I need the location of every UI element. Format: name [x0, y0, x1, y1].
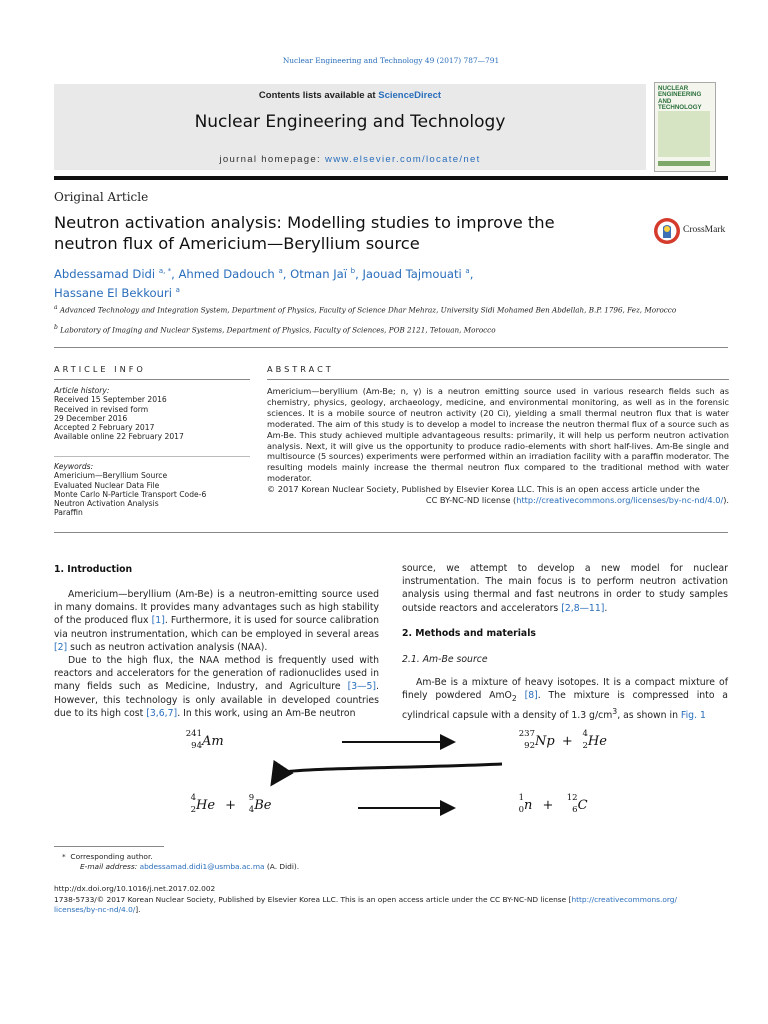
atomic-number: 6: [572, 805, 578, 815]
author-link[interactable]: Ahmed Dadouch: [178, 266, 275, 281]
abstract-text: [267, 386, 729, 506]
keyword: Paraffin: [54, 508, 83, 518]
license-suffix: ).: [723, 495, 729, 506]
mass-number: 4: [582, 729, 588, 739]
history-item: 29 December 2016: [54, 413, 128, 423]
mass-number: 241: [185, 729, 202, 739]
article-history: [54, 386, 254, 442]
citation-link[interactable]: [3,6,7]: [146, 707, 178, 719]
journal-title: Nuclear Engineering and Technology: [194, 112, 506, 132]
affiliation-mark: b: [54, 324, 58, 331]
element-symbol: He: [587, 734, 607, 749]
keyword: Americium—Beryllium Source: [54, 471, 168, 481]
crossmark-badge[interactable]: [652, 216, 732, 246]
right-column-intro: [402, 562, 728, 615]
author-link[interactable]: Abdessamad Didi: [54, 266, 156, 281]
citation-link[interactable]: [1]: [151, 615, 165, 627]
homepage-link[interactable]: www.elsevier.com/locate/net: [324, 154, 481, 165]
citation-link[interactable]: [8]: [524, 690, 538, 702]
plus-sign: +: [561, 734, 573, 749]
cover-artwork: [658, 111, 710, 157]
history-item: Accepted 2 February 2017: [54, 423, 155, 433]
author-affiliation-mark: b: [350, 267, 356, 275]
methods-text-block: [402, 676, 728, 723]
cover-band: [658, 161, 710, 166]
license-link[interactable]: http://creativecommons.org/licenses/by-nc-nd/4.0/: [516, 495, 724, 506]
issn-text: 1738-5733/© 2017 Korean Nuclear Society, Published by Elsevier Korea LLC. This is an open access article under the CC BY-NC-ND license [: [54, 895, 572, 904]
affiliation-text: Laboratory of Imaging and Nuclear Systems, Department of Physics, Faculty of Sciences, POB 2121, Tetouan, Morocco: [60, 325, 496, 335]
author-affiliation-mark: a: [465, 267, 470, 275]
abstract-heading: ABSTRACT: [267, 364, 334, 374]
mass-number: 237: [518, 729, 535, 739]
abstract-rule: [267, 379, 729, 380]
article-info-rule: [54, 379, 250, 380]
doi-link[interactable]: http://dx.doi.org/10.1016/j.net.2017.02.002: [54, 884, 216, 893]
author-affiliation-mark: a: [278, 267, 283, 275]
reaction-arrows: [54, 726, 728, 826]
author-link[interactable]: Jaouad Tajmouati: [362, 266, 462, 281]
methods-paragraph: [402, 676, 728, 723]
keywords-rule: [54, 456, 250, 457]
element-symbol: Np: [535, 734, 555, 749]
author-list: Abdessamad Didi $^{a, *}$, Ahmed Dadouch $^a$, Otman Jaï $^b$, Jaouad Tajmouati $^a$, Hassane El Bekkouri $^a$: [54, 266, 474, 301]
author-affiliation-mark: a, *: [158, 267, 172, 275]
abstract-copyright: © 2017 Korean Nuclear Society, Published by Elsevier Korea LLC. This is an open access article under the: [267, 484, 700, 495]
abstract-license: [267, 495, 729, 506]
corresponding-label: Corresponding author.: [70, 852, 153, 861]
article-title: Neutron activation analysis: Modelling studies to improve the neutron flux of Americium—Beryllium source: [54, 213, 555, 253]
superscript: 3: [612, 707, 618, 717]
journal-homepage: [54, 154, 646, 165]
keyword: Neutron Activation Analysis: [54, 499, 159, 509]
history-item: Received 15 September 2016: [54, 395, 167, 405]
atomic-number: 0: [518, 805, 524, 815]
abstract-body: Americium—beryllium (Am-Be; n, γ) is a neutron emitting source used in various research fields such as chemistry, physics, geology, archaeology, medicine, and environmental monitoring, as well as in the forensic sciences. It is a mobile source of neutron activity (20 Ci), yielding a small thermal neutron flux that is water moderated. The aim of this study is to develop a model to increase the neutron thermal flux of a source such as Am-Be. This study achieved multiple advantageous results: primarily, it will help us perform neutron activation analysis. Next, it will give us the opportunity to produce radio-elements with short half-lives. Am-Be single and multisource (5 sources) experiments were performed within an irradiation facility with a paraffin moderator. The resulting models mainly increase the thermal neutron flux compared to the traditional method with water moderator.: [267, 386, 729, 484]
author-link[interactable]: Hassane El Bekkouri: [54, 286, 172, 301]
history-label: Article history:: [54, 386, 110, 395]
license-link[interactable]: http://creativecommons.org/: [571, 895, 677, 904]
mass-number: 9: [248, 793, 255, 803]
mass-number: 1: [518, 793, 524, 803]
article-info-heading: ARTICLE INFO: [54, 364, 146, 374]
intro-paragraph: [54, 654, 379, 720]
journal-citation[interactable]: Nuclear Engineering and Technology 49 (2017) 787—791: [282, 56, 500, 65]
mass-number: 12: [566, 793, 578, 803]
atomic-number: 92: [524, 741, 535, 751]
crossmark-label: CrossMark: [683, 225, 726, 235]
keyword: Evaluated Nuclear Data File: [54, 480, 160, 490]
atomic-number: 4: [248, 805, 255, 815]
plus-sign: +: [225, 798, 237, 813]
alpha-transfer-arrow: [272, 764, 502, 784]
corresponding-footnote: [62, 852, 662, 871]
issn-license: [54, 895, 730, 914]
atomic-number: 94: [191, 741, 202, 751]
introduction-heading: 1. Introduction: [54, 564, 133, 575]
element-symbol: Am: [202, 734, 224, 749]
keywords-label: Keywords:: [54, 462, 94, 471]
sciencedirect-link[interactable]: ScienceDirect: [378, 90, 442, 101]
footnote-star: *: [62, 852, 66, 861]
methods-text: , as shown in: [617, 710, 681, 722]
contents-prefix: Contents lists available at: [258, 90, 379, 101]
journal-cover-image: [654, 82, 716, 172]
citation-link[interactable]: [2,8—11]: [561, 602, 605, 614]
abstract-bottom-rule: [54, 532, 728, 533]
homepage-prefix: journal homepage:: [219, 154, 325, 165]
email-label: E-mail address:: [80, 861, 140, 871]
methods-text: . The mixture is compressed into a cylindrical capsule with a density of 1.3 g/cm: [402, 690, 728, 722]
affiliation-text: Advanced Technology and Integration System, Department of Physics, Faculty of Science Dhar Mehraz, University Sidi Mohamed Ben Abdellah, B.P. 1796, Fez, Morocco: [59, 305, 677, 315]
journal-banner: [54, 84, 646, 170]
element-symbol: He: [196, 798, 216, 813]
intro-text: .: [604, 602, 608, 614]
intro-text: such as neutron activation analysis (NAA).: [67, 641, 268, 653]
plus-sign: +: [542, 798, 554, 813]
footnote-rule: [54, 846, 164, 847]
subscript: 2: [511, 694, 517, 704]
intro-text: . However, this technology is only available in developed countries due to its high cost: [54, 681, 379, 719]
intro-text: Americium—beryllium (Am-Be) is a neutron-emitting source used in many domains. It provides many advantages such as high stability of the produced flux: [54, 589, 379, 627]
history-item: Available online 22 February 2017: [54, 432, 184, 442]
affiliation: [54, 323, 734, 335]
license-link[interactable]: licenses/by-nc-nd/4.0/: [54, 904, 136, 914]
intro-text: . In this work, using an Am-Be neutron: [177, 707, 356, 719]
cover-title: NUCLEAR ENGINEERING AND TECHNOLOGY: [658, 85, 702, 112]
intro-text: . Furthermore, it is used for source calibration via neutron instrumentation, which can be employed in several areas: [54, 615, 379, 640]
affiliation-mark: a: [54, 304, 58, 311]
intro-text: source, we attempt to develop a new model for nuclear instrumentation. The main focus is to perform neutron activation analysis using thermal and fast neutrons in order to study samples outside reactors and accelerators: [402, 563, 728, 614]
mass-number: 4: [190, 793, 196, 803]
citation-link[interactable]: [2]: [54, 641, 68, 653]
methods-heading: 2. Methods and materials: [402, 628, 536, 639]
figure-link[interactable]: Fig. 1: [680, 710, 706, 722]
issn-suffix: ].: [135, 904, 141, 914]
keywords-block: [54, 462, 254, 518]
reaction-diagram: [54, 726, 728, 826]
keyword: Monte Carlo N-Particle Transport Code-6: [54, 489, 207, 499]
email-link[interactable]: abdessamad.didi1@usmba.ac.ma: [139, 861, 265, 871]
citation-link[interactable]: [3—5]: [347, 681, 377, 693]
atomic-number: 2: [190, 805, 196, 815]
subsection-heading: 2.1. Am-Be source: [402, 654, 488, 665]
intro-text: Due to the high flux, the NAA method is frequently used with reactors and accelerators for the generation of radionuclides used in many fields such as Medicine, Industry, and Agriculture: [54, 655, 379, 693]
section-divider: [54, 347, 728, 348]
affiliation: [54, 303, 734, 315]
methods-text: Am-Be is a mixture of heavy isotopes. It is a compact mixture of finely powdered AmO: [402, 677, 728, 702]
email-suffix: (A. Didi).: [264, 861, 300, 871]
element-symbol: C: [577, 798, 588, 813]
atomic-number: 2: [582, 741, 588, 751]
author-affiliation-mark: a: [175, 286, 180, 295]
author-link[interactable]: Otman Jaï: [290, 266, 347, 281]
element-symbol: Be: [254, 798, 272, 813]
introduction-text: [54, 588, 379, 720]
license-prefix: CC BY-NC-ND license (: [425, 495, 517, 506]
intro-paragraph: [54, 588, 379, 654]
history-item: Received in revised form: [54, 404, 149, 414]
element-symbol: n: [524, 798, 533, 813]
contents-line: [54, 90, 646, 101]
article-type: Original Article: [54, 190, 149, 204]
header-rule: [54, 176, 728, 180]
